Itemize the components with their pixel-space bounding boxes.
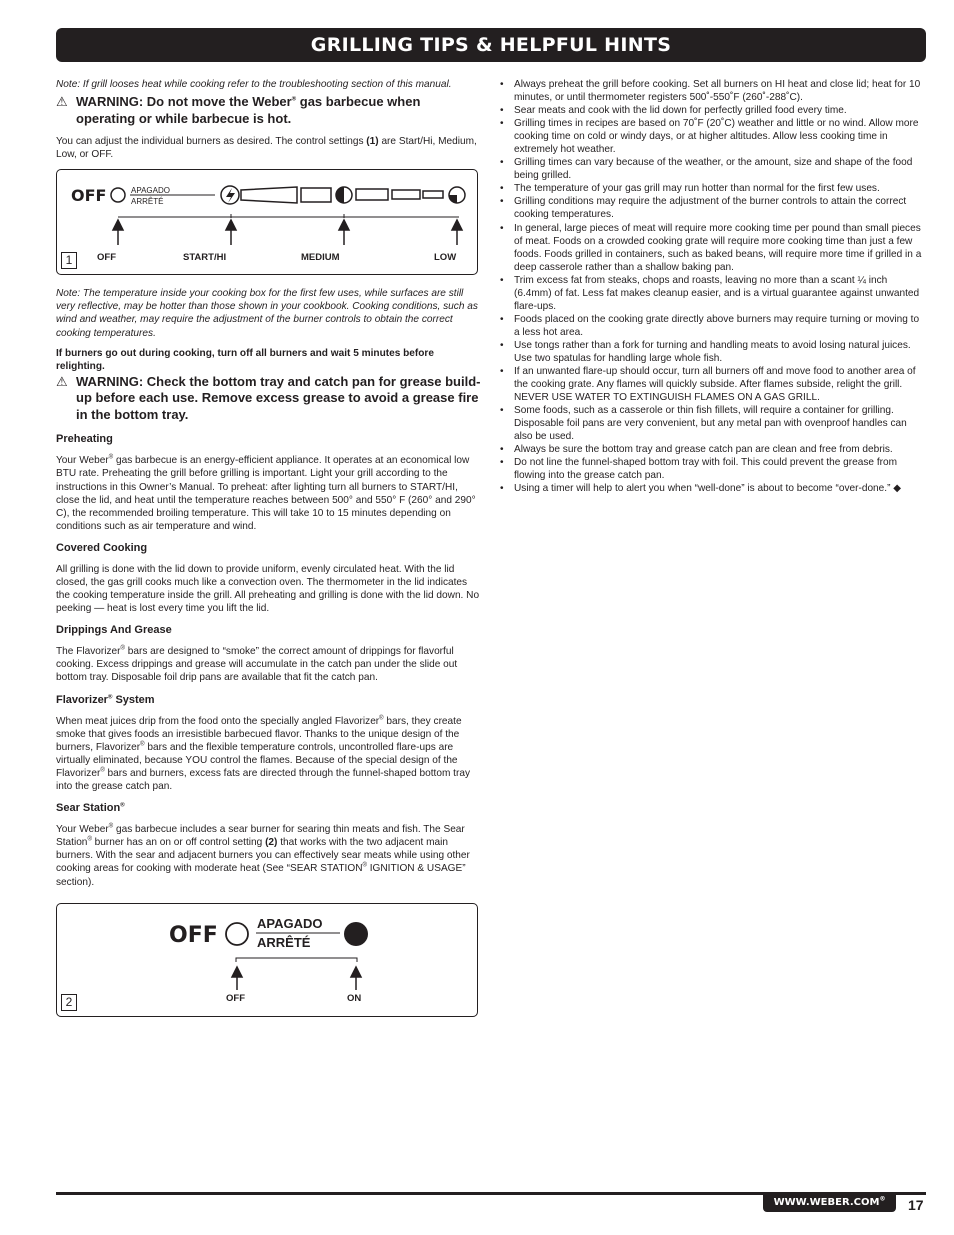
fig1-label-medium: MEDIUM — [301, 252, 340, 264]
page-title: GRILLING TIPS & HELPFUL HINTS — [310, 34, 672, 56]
warning-move — [56, 94, 481, 127]
footer-website-link[interactable]: WWW.WEBER.COM® — [763, 1193, 896, 1212]
heading-preheating: Preheating — [56, 433, 113, 446]
list-item: • Grilling conditions may require the adjustment of the burner controls to attain the correct cooking temperatures. — [514, 195, 927, 221]
para-drippings: The Flavorizer® bars are designed to “smoke” the correct amount of drippings for flavorful cooking. Excess drippings and grease will accumulate in the catch pan under the slide out bottom tray. Disposable foil drip pans are available that fit the catch pan. — [56, 645, 458, 684]
heading-sear-station: Sear Station® — [56, 802, 125, 815]
para-covered-cooking: All grilling is done with the lid down to provide uniform, evenly circulated heat. With the lid closed, the gas grill cooks much like a convection oven. The thermometer in the lid indicates the cooking temperature inside the grill. All preheating and grilling is done with the lid down. No peeking — heat is lost every time you lift the lid. — [56, 563, 480, 615]
list-item: • In general, large pieces of meat will require more cooking time per pound than small pieces of meat. Foods on a crowded cooking grate will require more cooking time than just a few foods. Foods grilled in containers, such as baked beans, will require more time if grilled in a deep casserole rather than a shallow baking pan. — [514, 222, 927, 274]
note-heat-loss: Note: If grill looses heat while cooking refer to the troubleshooting section of this manual. — [56, 79, 452, 90]
warning-grease-text: WARNING: Check the bottom tray and catch pan for grease build-up before each use. Remove excess grease to avoid a grease fire in the bottom tray. — [76, 373, 481, 422]
warning-move-text: WARNING: Do not move the Weber® gas barbecue when operating or while barbecue is hot. — [76, 94, 421, 126]
off-circle-icon — [111, 188, 125, 202]
sear-setting-arrows — [232, 967, 361, 990]
heading-covered-cooking: Covered Cooking — [56, 541, 148, 554]
fig1-label-off: OFF — [97, 252, 116, 264]
list-item: • Use tongs rather than a fork for turning and handling meats to avoid losing natural juices. Use two spatulas for handling large whole fish. — [514, 339, 927, 365]
burner-knob-diagram — [57, 170, 477, 274]
sear-off-text: OFF — [169, 922, 218, 948]
list-item: • The temperature of your gas grill may run hotter than normal for the first few uses. — [514, 182, 927, 195]
list-item: • Grilling times can vary because of the weather, or the amount, size and shape of the food being grilled. — [514, 156, 927, 182]
list-item: • Some foods, such as a casserole or thin fish fillets, will require a container for grilling. Disposable foil pans are very convenient, but any metal pan with ovenproof handles can also be used. — [514, 404, 927, 443]
fig1-label-starthi: START/HI — [183, 252, 227, 264]
para-flavorizer: When meat juices drip from the food onto the specially angled Flavorizer® bars, they create smoke that gives foods an irresistible barbecued flavor. Thanks to the unique design of the burners, Flavorizer® bars and the flexible temperature controls, uncontrolled flare-ups are virtually eliminated, because YOU control the flames. Because of the special design of the Flavorizer® bars and burners, excess fats are directed through the funnel-shaped bottom tray into the grease catch pan. — [56, 715, 471, 793]
figure-sear-control — [56, 903, 478, 1017]
list-item: • Using a timer will help to alert you when “well-done” is about to become “over-done.” ◆ — [514, 482, 927, 495]
flame-wedge-large — [241, 187, 297, 203]
list-item: • If an unwanted flare-up should occur, turn all burners off and move food to another area of the cooking grate. Any flames will quickly subside. After flames subside, relight the grill. NEVER USE WATER TO EXTINGUISH FLAMES ON A GAS GRILL. — [514, 365, 927, 404]
fig1-label-low: LOW — [434, 252, 457, 264]
list-item: • Grilling times in recipes are based on 70˚F (20˚C) weather and little or no wind. Allow more cooking time on cold or windy days, or at higher altitudes. Allow less cooking time in extremely hot weather. — [514, 117, 927, 156]
page-number: 17 — [908, 1197, 924, 1213]
heading-drippings: Drippings And Grease — [56, 624, 172, 637]
knob-off-text: OFF — [71, 186, 107, 206]
figure-number-1: 1 — [61, 252, 77, 269]
setting-arrows — [113, 220, 462, 245]
note-temperature: Note: The temperature inside your cooking box for the first few uses, while surfaces are still very reflective, may be hotter than those shown in your cookbook. Cooking conditions, such as wind and weather, may require the adjustment of the burner controls to obtain the correct cooking temperatures. — [56, 288, 478, 339]
fig1-arrete: ARRÊTÉ — [131, 197, 164, 207]
fig2-label-off: OFF — [226, 992, 245, 1004]
list-item: • Sear meats and cook with the lid down for perfectly grilled food every time. — [514, 104, 927, 117]
fig2-label-on: ON — [347, 992, 362, 1004]
tips-list — [500, 78, 927, 496]
warning-triangle-icon: ⚠ — [56, 373, 68, 389]
list-item: • Always preheat the grill before cooking. Set all burners on HI heat and close lid; heat for 10 minutes, or until thermometer registers 500˚-550˚F (260˚-288˚C). — [514, 78, 927, 104]
fig1-apagado: APAGADO — [131, 186, 170, 196]
burners-out-instruction: If burners go out during cooking, turn off all burners and wait 5 minutes before relighting. — [56, 347, 434, 372]
list-item: • Always be sure the bottom tray and grease catch pan are clean and free from debris. — [514, 443, 927, 456]
para-preheating: Your Weber® gas barbecue is an energy-efficient appliance. It operates at an economical low BTU rate. Preheating the grill before grilling is important. Light your grill according to the instructions in this Owner’s Manual. To preheat: after lighting turn all burners to START/HI, close the lid, and heat until the temperature reaches between 500° and 550° F (260° and 290° C), the recommended broiling temperature. This will take 10 to 15 minutes depending on conditions such as air temperature and wind. — [56, 454, 476, 532]
list-item: • Trim excess fat from steaks, chops and roasts, leaving no more than a scant ¼ inch (6.4mm) of fat. Less fat makes cleanup easier, and is a virtual guarantee against unwanted flare-ups. — [514, 274, 927, 313]
right-column — [500, 78, 927, 496]
para-sear-station: Your Weber® gas barbecue includes a sear burner for searing thin meats and fish. The Sear Station® burner has an on or off control setting (2) that works with the two adjacent main burners. With the sear and adjacent burners you can effectively sear meats while using other cooking areas for cooking with moderate heat (See “SEAR STATION® IGNITION & USAGE” section). — [56, 823, 470, 888]
figure-control-settings — [56, 169, 478, 275]
figure-number-2: 2 — [61, 994, 77, 1011]
warning-triangle-icon: ⚠ — [56, 94, 68, 110]
heading-flavorizer: Flavorizer® System — [56, 693, 155, 706]
sear-on-circle-icon — [344, 922, 368, 946]
sear-off-circle-icon — [226, 923, 248, 945]
list-item: • Foods placed on the cooking grate directly above burners may require turning or moving to a less hot area. — [514, 313, 927, 339]
warning-grease — [56, 374, 481, 424]
page-title-bar — [56, 28, 926, 62]
para-adjust-burners: You can adjust the individual burners as desired. The control settings (1) are Start/Hi, Medium, Low, or OFF. — [56, 136, 477, 161]
list-item: • Do not line the funnel-shaped bottom tray with foil. This could prevent the grease from flowing into the grease catch pan. — [514, 456, 927, 482]
fig2-arrete: ARRÊTÉ — [257, 934, 311, 950]
left-column — [56, 78, 481, 1017]
fig2-apagado: APAGADO — [257, 915, 323, 931]
